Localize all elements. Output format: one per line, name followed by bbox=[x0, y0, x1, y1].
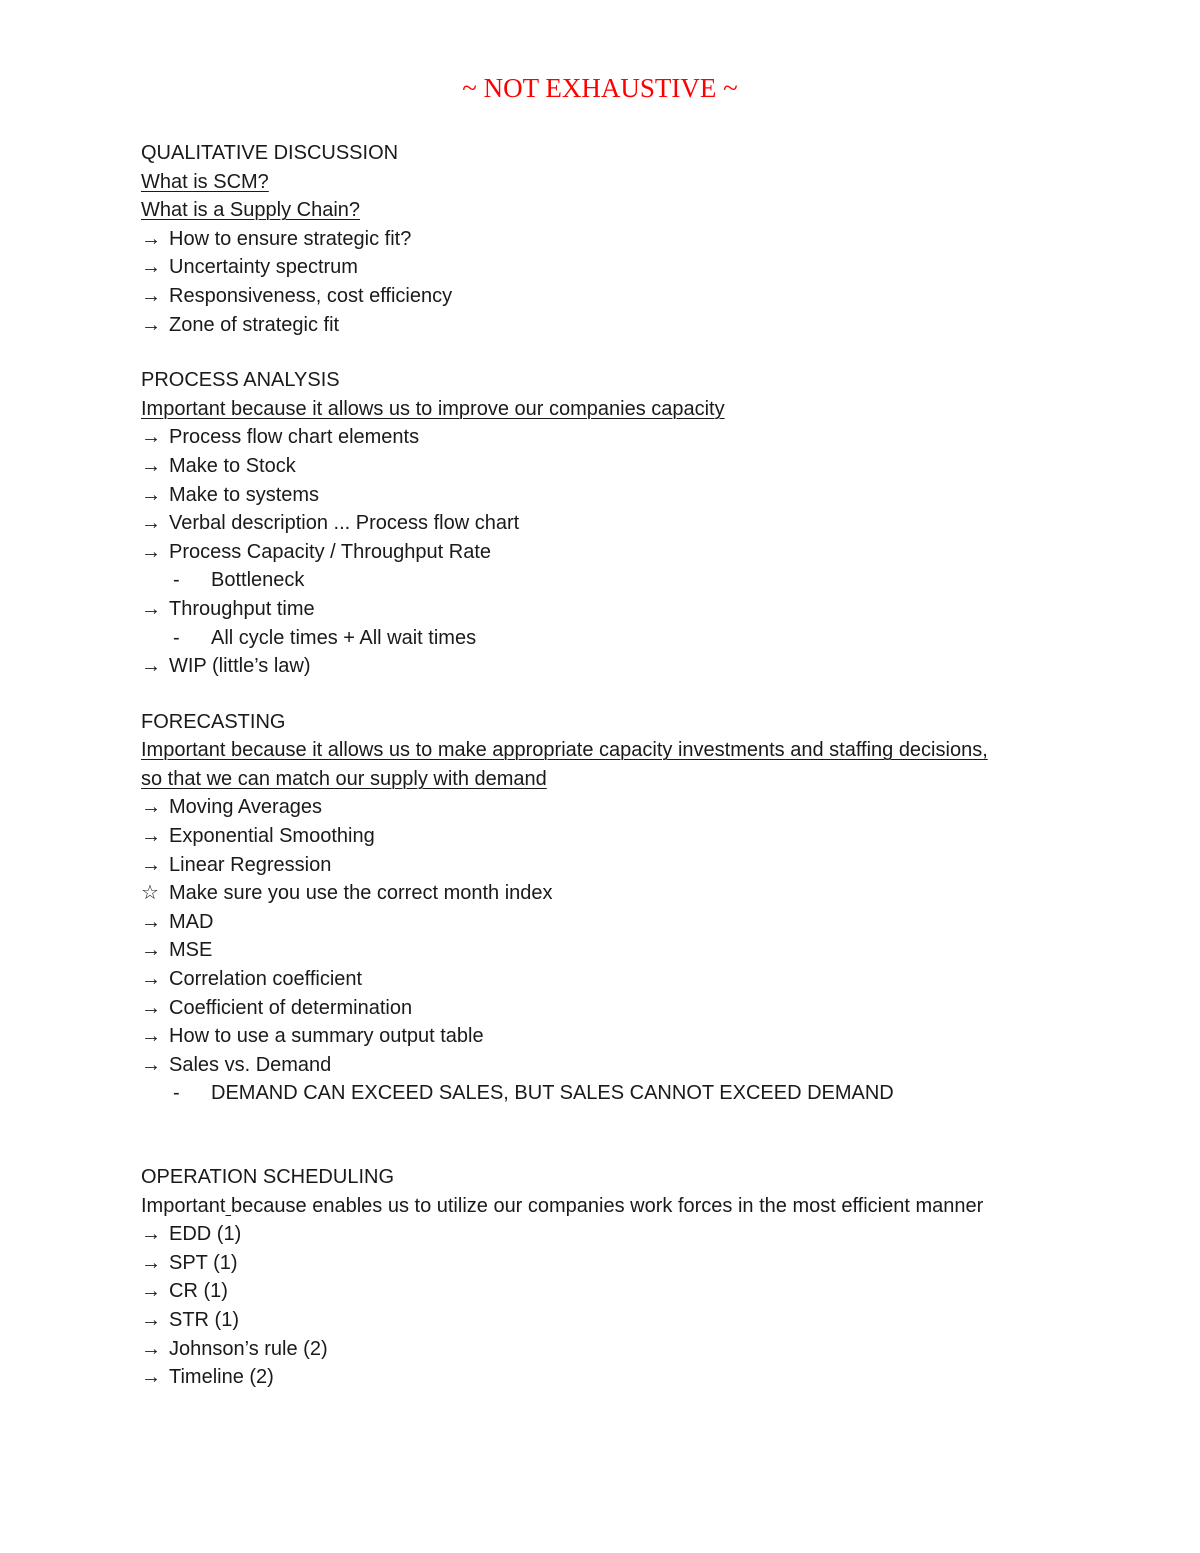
arrow-icon: → bbox=[141, 1308, 161, 1331]
arrow-icon: → bbox=[141, 655, 161, 678]
list-item: → MAD bbox=[141, 908, 1141, 937]
list-item: → Correlation coefficient bbox=[141, 965, 1141, 994]
arrow-icon: → bbox=[141, 426, 161, 449]
arrow-icon: → bbox=[141, 1366, 161, 1389]
list-item: → Make to Stock bbox=[141, 452, 1141, 481]
section-heading-forecasting: FORECASTING bbox=[141, 710, 286, 733]
section-heading-scheduling: OPERATION SCHEDULING bbox=[141, 1166, 394, 1188]
importance-statement: Important because it allows us to make appropriate capacity investments and staffing decisions, bbox=[141, 739, 988, 762]
arrow-icon: → bbox=[141, 597, 161, 620]
list-item: → CR (1) bbox=[141, 1277, 1141, 1306]
arrow-icon: → bbox=[141, 454, 161, 477]
arrow-icon: → bbox=[141, 512, 161, 535]
list-item: → Sales vs. Demand bbox=[141, 1051, 1141, 1080]
importance-statement: Important because enables us to utilize our companies work forces in the most efficient manner bbox=[141, 1194, 984, 1217]
section-heading-process: PROCESS ANALYSIS bbox=[141, 369, 340, 392]
arrow-icon: → bbox=[141, 1223, 161, 1246]
sub-list-item: - Bottleneck bbox=[141, 566, 1141, 595]
arrow-icon: → bbox=[141, 1280, 161, 1303]
list-item: → Moving Averages bbox=[141, 793, 1141, 822]
importance-statement: so that we can match our supply with demand bbox=[141, 767, 547, 790]
list-item: → Zone of strategic fit bbox=[141, 311, 1141, 340]
list-item: → How to use a summary output table bbox=[141, 1022, 1141, 1051]
list-item: → Exponential Smoothing bbox=[141, 822, 1141, 851]
list-item: ☆ Make sure you use the correct month index bbox=[141, 879, 1141, 908]
list-item: → How to ensure strategic fit? bbox=[141, 225, 1141, 254]
arrow-icon: → bbox=[141, 939, 161, 962]
list-item: → EDD (1) bbox=[141, 1220, 1141, 1249]
list-item: → STR (1) bbox=[141, 1306, 1141, 1335]
arrow-icon: → bbox=[141, 1337, 161, 1360]
section-heading-qualitative: QUALITATIVE DISCUSSION bbox=[141, 142, 399, 164]
arrow-icon: → bbox=[141, 483, 161, 506]
list-item: → Uncertainty spectrum bbox=[141, 253, 1141, 282]
dash-bullet-icon: - bbox=[173, 626, 180, 649]
arrow-icon: → bbox=[141, 853, 161, 876]
list-item: → Timeline (2) bbox=[141, 1363, 1141, 1392]
list-item: → MSE bbox=[141, 936, 1141, 965]
underlined-question: What is SCM? bbox=[141, 170, 269, 193]
importance-statement: Important because it allows us to improve our companies capacity bbox=[141, 397, 725, 420]
list-item: → Coefficient of determination bbox=[141, 994, 1141, 1023]
list-item: → Process Capacity / Throughput Rate bbox=[141, 538, 1141, 567]
list-item: → Johnson’s rule (2) bbox=[141, 1335, 1141, 1364]
list-item: → SPT (1) bbox=[141, 1249, 1141, 1278]
arrow-icon: → bbox=[141, 996, 161, 1019]
list-item: → Throughput time bbox=[141, 595, 1141, 624]
list-item: → Verbal description ... Process flow chart bbox=[141, 509, 1141, 538]
arrow-icon: → bbox=[141, 1025, 161, 1048]
list-item: → WIP (little’s law) bbox=[141, 652, 1141, 681]
dash-bullet-icon: - bbox=[173, 569, 180, 592]
underlined-question: What is a Supply Chain? bbox=[141, 199, 361, 222]
arrow-icon: → bbox=[141, 825, 161, 848]
arrow-icon: → bbox=[141, 540, 161, 563]
list-item: → Responsiveness, cost efficiency bbox=[141, 282, 1141, 311]
arrow-icon: → bbox=[141, 256, 161, 279]
arrow-icon: → bbox=[141, 796, 161, 819]
list-item: → Linear Regression bbox=[141, 851, 1141, 880]
list-item: → Process flow chart elements bbox=[141, 423, 1141, 452]
document-body bbox=[141, 139, 1141, 1392]
page-title: ~ NOT EXHAUSTIVE ~ bbox=[462, 73, 738, 103]
arrow-icon: → bbox=[141, 910, 161, 933]
arrow-icon: → bbox=[141, 1251, 161, 1274]
sub-list-item: - All cycle times + All wait times bbox=[141, 624, 1141, 653]
arrow-icon: → bbox=[141, 284, 161, 307]
arrow-icon: → bbox=[141, 313, 161, 336]
star-icon: ☆ bbox=[141, 882, 159, 905]
arrow-icon: → bbox=[141, 1053, 161, 1076]
arrow-icon: → bbox=[141, 227, 161, 250]
arrow-icon: → bbox=[141, 968, 161, 991]
sub-list-item: - DEMAND CAN EXCEED SALES, BUT SALES CANNOT EXCEED DEMAND bbox=[141, 1079, 1141, 1108]
dash-bullet-icon: - bbox=[173, 1082, 180, 1105]
list-item: → Make to systems bbox=[141, 481, 1141, 510]
